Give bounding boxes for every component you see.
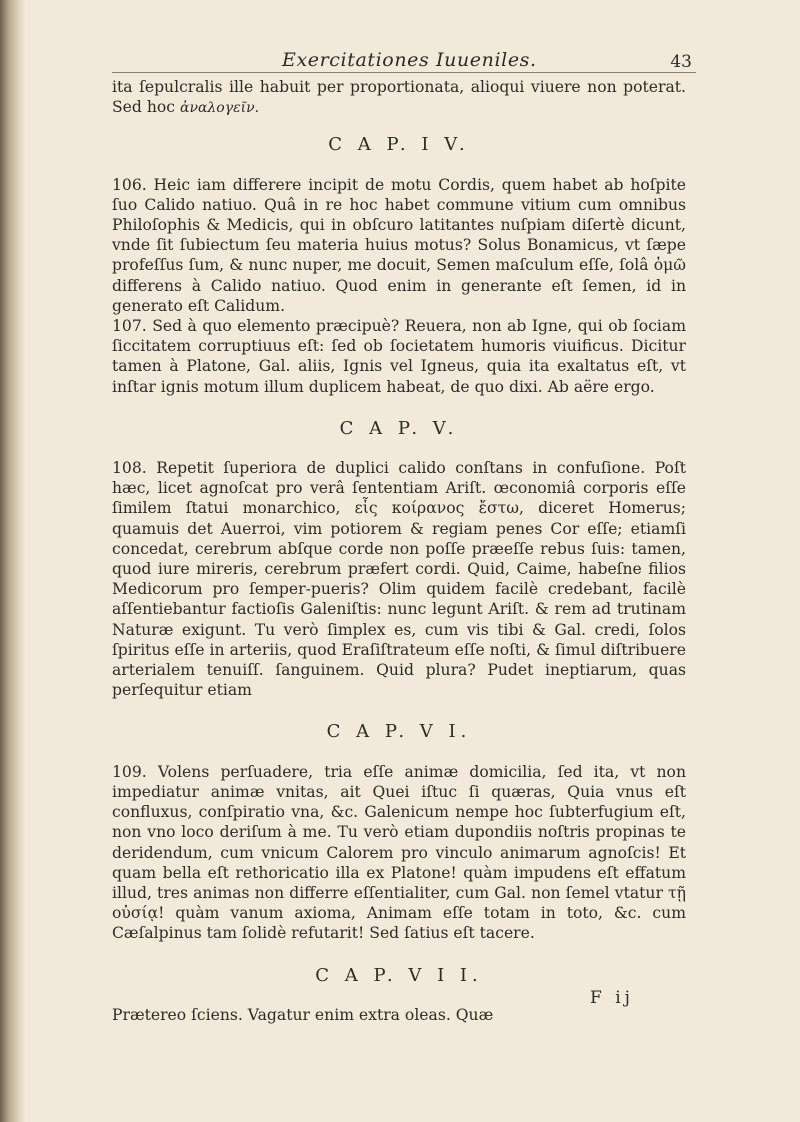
running-head [112, 49, 692, 74]
paragraph-108: 108. Repetit ſuperiora de duplici calido conſtans in confuſione. Poſt hæc, licet agnoſcat pro verâ ſententiam Ariſt. œconomiâ corporis eſſe ſimilem ſtatui monarchico, εἷς κοίρανος ἔστω, diceret Homerus; quamuis det Auerroi, vim potiorem & regiam penes Cor eſſe; etiamſi concedat, cerebrum abſque corde non poſſe præeſſe rebus ſuis: tamen, quod iure mireris, cerebrum præfert cordi. Quid, Caime, habeſne filios Medicorum pro ſemper-pueris? Olim quidem facilè credebant, facilè aſſentiebantur factioſis Galeniſtis: nunc legunt Ariſt. & rem ad trutinam Naturæ exigunt. Tu verò ſimplex es, cum vis tibi & Gal. credi, ſolos ſpiritus eſſe in arteriis, quod Eraſiſtrateum eſſe noſti, & ſimul diſtribuere arterialem tenuiſſ. ſanguinem. Quid plura? Pudet ineptiarum, quas perſequitur etiam [112, 459, 686, 700]
chapter-heading-6: C A P. V I. [326, 721, 472, 743]
paragraph-106: 106. Heic iam differere incipit de motu Cordis, quem habet ab hoſpite ſuo Calido natiuo. Quâ in re hoc habet commune vitium cum omnibus Philoſophis & Medicis, qui in obſcuro latitantes nuſpiam diſertè dicunt, vnde ſit ſubiectum ſeu materia huius motus? Solus Bonamicus, vt ſæpe profeſſus ſum, & nunc nuper, me docuit, Semen maſculum eſſe, ſolâ ὁμῶ differens à Calido natiuo. Quod enim in generante eſt ſemen, id in generato eſt Calidum. [112, 175, 686, 315]
paragraph-107: 107. Sed à quo elemento præcipuè? Reuera, non ab Igne, qui ob ſociam ſiccitatem corruptiuus eſt: ſed ob ſocietatem humoris viuificus. Dicitur tamen à Platone, Gal. aliis, Ignis vel Igneus, quia ita exaltatus eſt, vt inſtar ignis motum illum duplicem habeat, de quo dixi. Ab aëre ergo. [112, 317, 686, 396]
page-number: 43 [670, 52, 692, 72]
book-page [112, 49, 692, 1025]
signature-mark: F ij [590, 988, 634, 1008]
opening-greek: ἀναλογεῖν. [179, 100, 260, 117]
book-binding-shadow [0, 0, 26, 1122]
opening-paragraph [112, 77, 686, 118]
chapter-heading-7: C A P. V I I. [315, 964, 483, 986]
chapter-heading-4: C A P. I V. [328, 134, 470, 156]
header-rule [112, 72, 696, 73]
running-title: Exercitationes Iuueniles. [282, 49, 537, 71]
opening-text: ita ſepulcralis ille habuit per proportionata, alioqui viuere non poterat. Sed hoc [112, 78, 686, 117]
paragraph-109: 109. Volens perſuadere, tria eſſe animæ domicilia, ſed ita, vt non impediatur animæ vnitas, ait Quei iſtuc ſi quæras, Quia vnus eſt confluxus, conſpiratio vna, &c. Galenicum nempe hoc ſubterfugium eſt, non vno loco deriſum à me. Tu verò etiam dupondiis noſtris propinas te deridendum, cum vnicum Calorem pro vinculo animarum agnoſcis! Et quam bella eſt rethoricatio illa ex Platone! quàm impudens eſt effatum illud, tres animas non differre eſſentialiter, cum Gal. non ſemel vtatur τῇ οὐσίᾳ! quàm vanum axioma, Animam eſſe totam in toto, &c. cum Cæſalpinus tam ſolidè refutarit! Sed ſatius eſt tacere. [112, 762, 686, 943]
chapter-heading-5: C A P. V. [339, 417, 459, 439]
paragraph-chapter-7: Prætereo ſciens. Vagatur enim extra oleas. Quæ [112, 1005, 494, 1024]
